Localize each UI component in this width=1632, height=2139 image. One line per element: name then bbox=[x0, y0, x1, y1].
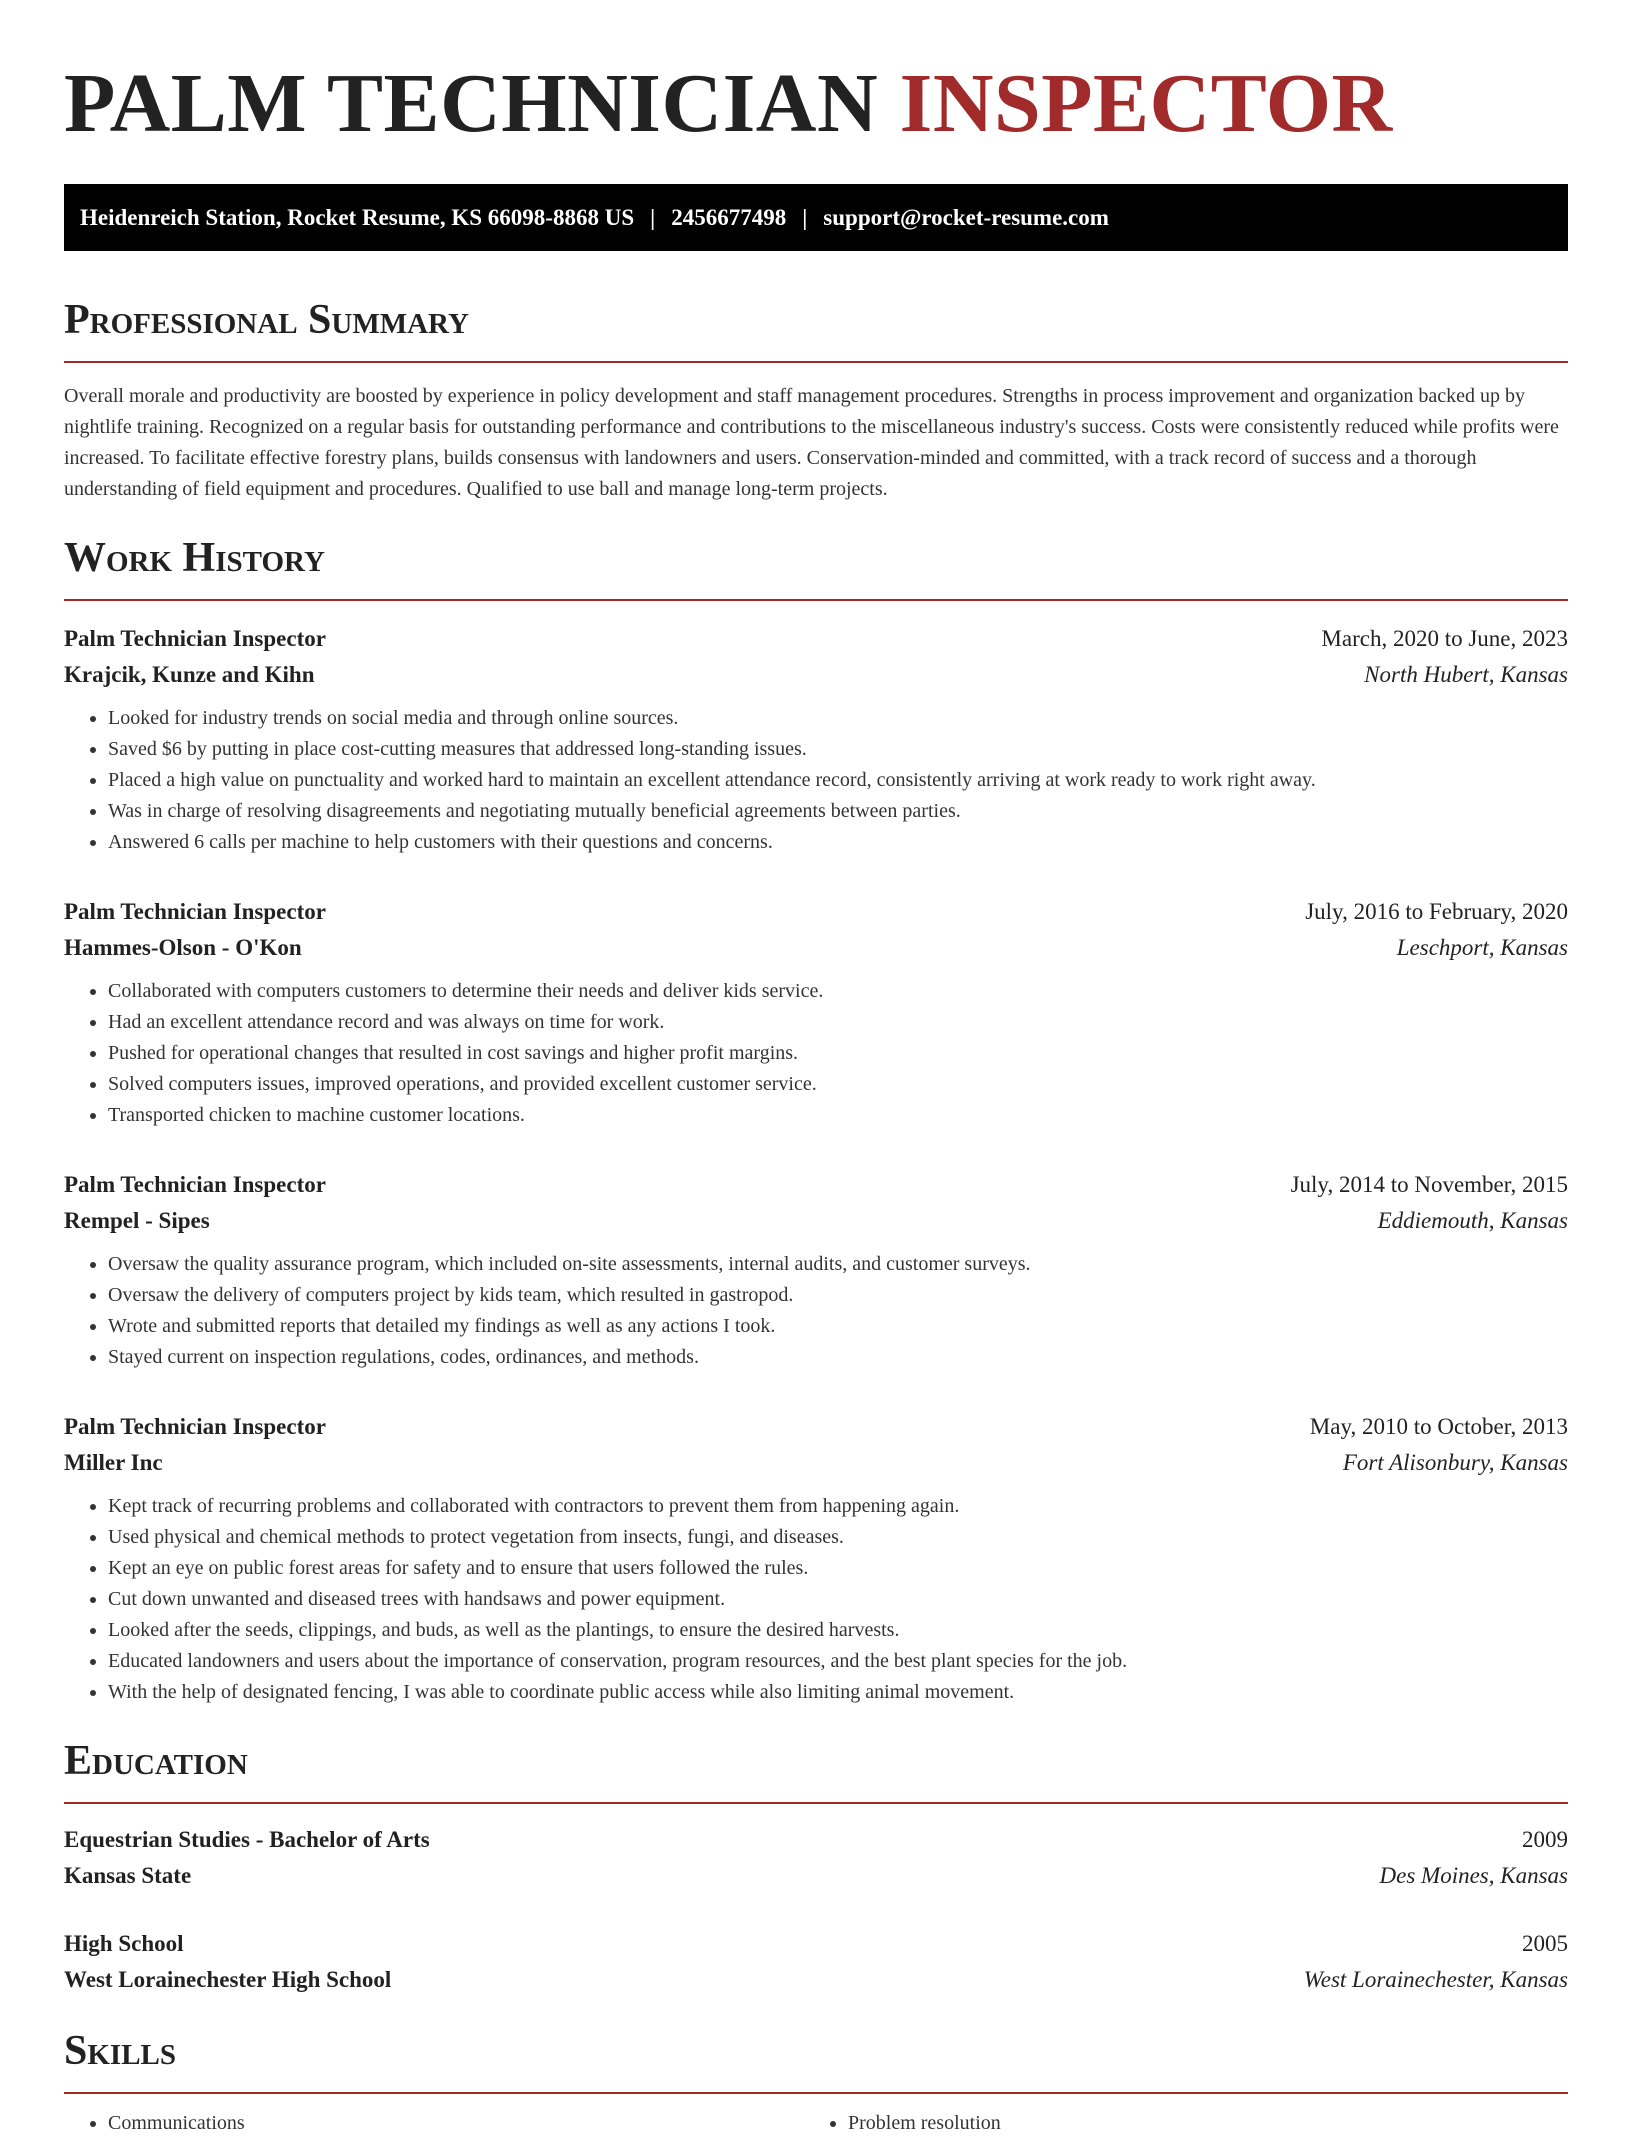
job-bullet: • Wrote and submitted reports that detailed my findings as well as any actions I took. bbox=[108, 1311, 1568, 1342]
education-entry bbox=[64, 1822, 1568, 1894]
job-location: Eddiemouth, Kansas bbox=[1377, 1208, 1568, 1233]
education-school: West Lorainechester High School bbox=[64, 1967, 392, 1992]
name-first: PALM TECHNICIAN bbox=[64, 57, 879, 150]
job-bullet: • Oversaw the quality assurance program, which included on-site assessments, internal audits, and customer surveys. bbox=[108, 1249, 1568, 1280]
job-location: Fort Alisonbury, Kansas bbox=[1342, 1450, 1568, 1475]
work-history-heading: Work History bbox=[64, 535, 325, 581]
job-title: Palm Technician Inspector bbox=[64, 626, 326, 651]
job-bullet: • Stayed current on inspection regulations, codes, ordinances, and methods. bbox=[108, 1342, 1568, 1373]
candidate-name bbox=[64, 56, 1568, 152]
contact-phone: 2456677498 bbox=[671, 204, 787, 230]
job-entry bbox=[64, 621, 1568, 858]
name-last: INSPECTOR bbox=[899, 57, 1393, 150]
skill-item: • Communications bbox=[108, 2108, 804, 2139]
job-dates: July, 2016 to February, 2020 bbox=[1305, 899, 1568, 924]
contact-separator: | bbox=[802, 204, 808, 230]
job-title: Palm Technician Inspector bbox=[64, 899, 326, 924]
job-entry bbox=[64, 1167, 1568, 1373]
education-location: Des Moines, Kansas bbox=[1379, 1863, 1568, 1888]
job-bullets bbox=[64, 1491, 1568, 1708]
skills-column-left bbox=[64, 2108, 804, 2139]
education-heading: Education bbox=[64, 1738, 248, 1784]
job-bullet: • Pushed for operational changes that resulted in cost savings and higher profit margins. bbox=[108, 1038, 1568, 1069]
job-title: Palm Technician Inspector bbox=[64, 1172, 326, 1197]
skills-heading: Skills bbox=[64, 2028, 177, 2074]
section-divider bbox=[64, 1802, 1568, 1804]
job-bullets bbox=[64, 703, 1568, 858]
contact-address: Heidenreich Station, Rocket Resume, KS 66098-8868 US bbox=[80, 204, 635, 230]
job-bullet: • Looked after the seeds, clippings, and buds, as well as the plantings, to ensure the desired harvests. bbox=[108, 1615, 1568, 1646]
job-bullet: • Had an excellent attendance record and was always on time for work. bbox=[108, 1007, 1568, 1038]
job-dates: March, 2020 to June, 2023 bbox=[1321, 626, 1568, 651]
education-school: Kansas State bbox=[64, 1863, 192, 1888]
skill-item: • Problem resolution bbox=[848, 2108, 1544, 2139]
education-entry bbox=[64, 1926, 1568, 1998]
skills-list bbox=[64, 2108, 1568, 2139]
job-bullet: • Looked for industry trends on social media and through online sources. bbox=[108, 703, 1568, 734]
job-bullet: • Transported chicken to machine customer locations. bbox=[108, 1100, 1568, 1131]
job-company: Rempel - Sipes bbox=[64, 1208, 210, 1233]
section-divider bbox=[64, 361, 1568, 363]
job-title: Palm Technician Inspector bbox=[64, 1414, 326, 1439]
summary-text: Overall morale and productivity are boosted by experience in policy development and staff management procedures. Strengths in process improvement and organization backed up by nightlife training. Recognized on a regular basis for outstanding performance and contributions to the miscellaneous industry's success. Costs were consistently reduced while profits were increased. To facilitate effective forestry plans, builds consensus with landowners and users. Conservation-minded and committed, with a track record of success and a thorough understanding of field equipment and procedures. Qualified to use ball and manage long-term projects. bbox=[64, 385, 1559, 500]
section-divider bbox=[64, 599, 1568, 601]
job-bullet: • Collaborated with computers customers to determine their needs and deliver kids service. bbox=[108, 976, 1568, 1007]
job-bullets bbox=[64, 1249, 1568, 1373]
job-entry bbox=[64, 1409, 1568, 1708]
job-bullet: • Kept an eye on public forest areas for safety and to ensure that users followed the rules. bbox=[108, 1553, 1568, 1584]
job-dates: July, 2014 to November, 2015 bbox=[1290, 1172, 1568, 1197]
skills-column-right bbox=[804, 2108, 1544, 2139]
job-company: Krajcik, Kunze and Kihn bbox=[64, 662, 315, 687]
education-location: West Lorainechester, Kansas bbox=[1303, 1967, 1568, 1992]
job-bullet: • Cut down unwanted and diseased trees with handsaws and power equipment. bbox=[108, 1584, 1568, 1615]
job-bullets bbox=[64, 976, 1568, 1131]
job-bullet: • Oversaw the delivery of computers project by kids team, which resulted in gastropod. bbox=[108, 1280, 1568, 1311]
job-company: Hammes-Olson - O'Kon bbox=[64, 935, 302, 960]
job-bullet: • Educated landowners and users about the importance of conservation, program resources, and the best plant species for the job. bbox=[108, 1646, 1568, 1677]
job-company: Miller Inc bbox=[64, 1450, 163, 1475]
job-bullet: • Kept track of recurring problems and collaborated with contractors to prevent them from happening again. bbox=[108, 1491, 1568, 1522]
education-degree: Equestrian Studies - Bachelor of Arts bbox=[64, 1827, 430, 1852]
job-bullet: • Placed a high value on punctuality and worked hard to maintain an excellent attendance record, consistently arriving at work ready to work right away. bbox=[108, 765, 1568, 796]
contact-separator: | bbox=[650, 204, 656, 230]
contact-bar bbox=[64, 184, 1568, 251]
education-year: 2005 bbox=[1522, 1931, 1568, 1956]
summary-heading: Professional Summary bbox=[64, 297, 469, 343]
education-degree: High School bbox=[64, 1931, 184, 1956]
job-bullet: • With the help of designated fencing, I was able to coordinate public access while also limiting animal movement. bbox=[108, 1677, 1568, 1708]
job-entry bbox=[64, 894, 1568, 1131]
resume-page bbox=[64, 0, 1568, 2139]
contact-email: support@rocket-resume.com bbox=[823, 204, 1109, 230]
section-divider bbox=[64, 2092, 1568, 2094]
job-location: North Hubert, Kansas bbox=[1364, 662, 1568, 687]
job-bullet: • Answered 6 calls per machine to help customers with their questions and concerns. bbox=[108, 827, 1568, 858]
job-bullet: • Used physical and chemical methods to protect vegetation from insects, fungi, and diseases. bbox=[108, 1522, 1568, 1553]
job-bullet: • Saved $6 by putting in place cost-cutting measures that addressed long-standing issues. bbox=[108, 734, 1568, 765]
job-dates: May, 2010 to October, 2013 bbox=[1309, 1414, 1568, 1439]
job-location: Leschport, Kansas bbox=[1396, 935, 1568, 960]
education-year: 2009 bbox=[1522, 1827, 1568, 1852]
job-bullet: • Was in charge of resolving disagreements and negotiating mutually beneficial agreements between parties. bbox=[108, 796, 1568, 827]
job-bullet: • Solved computers issues, improved operations, and provided excellent customer service. bbox=[108, 1069, 1568, 1100]
